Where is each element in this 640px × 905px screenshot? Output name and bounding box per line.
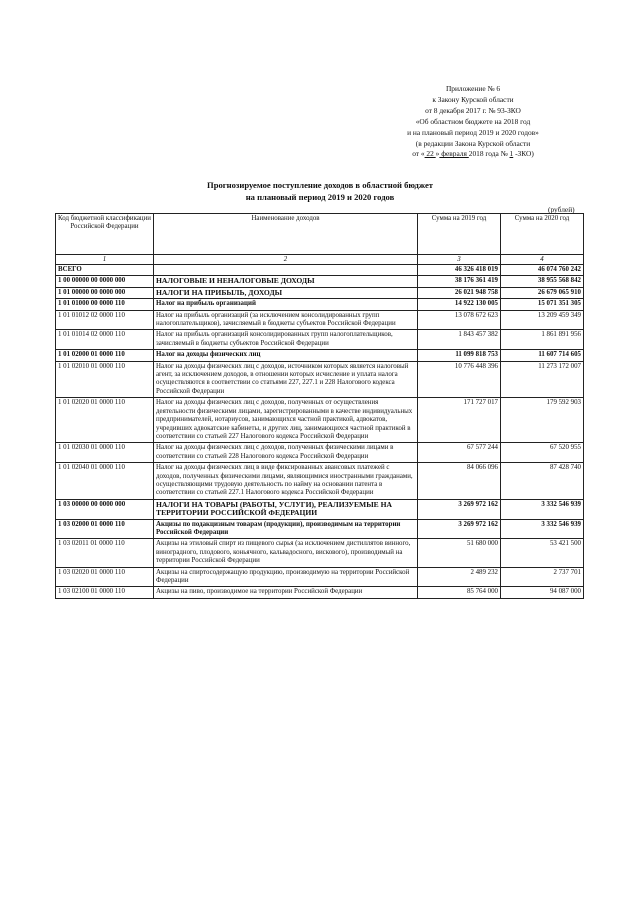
table-row <box>56 519 584 539</box>
column-number: 3 <box>418 255 501 265</box>
row-value-2020: 46 074 760 242 <box>501 265 584 276</box>
row-value-2020: 94 087 000 <box>501 587 584 598</box>
table-row <box>56 299 584 310</box>
row-code: 1 03 02011 01 0000 110 <box>56 539 154 567</box>
row-value-2019: 13 078 672 623 <box>418 310 501 330</box>
header-2019: Сумма на 2019 год <box>418 214 501 255</box>
row-code: 1 01 02040 01 0000 110 <box>56 463 154 500</box>
row-code: 1 01 02000 01 0000 110 <box>56 350 154 361</box>
row-code: 1 01 01014 02 0000 110 <box>56 330 154 350</box>
row-value-2020: 3 332 546 939 <box>501 499 584 519</box>
annex-date-mid: » <box>435 149 440 159</box>
table-row <box>56 539 584 567</box>
row-value-2020: 11 273 172 007 <box>501 361 584 398</box>
row-value-2020: 26 679 065 910 <box>501 287 584 298</box>
row-value-2019: 51 680 000 <box>418 539 501 567</box>
row-value-2019: 26 021 948 758 <box>418 287 501 298</box>
row-value-2019: 84 066 096 <box>418 463 501 500</box>
row-value-2020: 1 861 891 956 <box>501 330 584 350</box>
table-row <box>56 310 584 330</box>
row-value-2019: 67 577 244 <box>418 443 501 463</box>
annex-block <box>378 84 568 160</box>
row-value-2019: 38 176 361 419 <box>418 276 501 287</box>
document-title <box>120 179 520 203</box>
header-2020: Сумма на 2020 год <box>501 214 584 255</box>
row-code: 1 01 02010 01 0000 110 <box>56 361 154 398</box>
row-value-2020: 13 209 459 349 <box>501 310 584 330</box>
row-name: Налог на доходы физических лиц в виде фиксированных авансовых платежей с доходов, полученных физическими лицами, являющимися иностранными гражданами, осуществляющими трудовую деятельность по найму на основании патента в соответствии со статьей 227.1 Налогового кодекса Российской Федерации <box>154 463 418 500</box>
annex-law-number: 1 <box>509 149 514 159</box>
row-code: 1 01 02020 01 0000 110 <box>56 398 154 443</box>
annex-date-suffix: -ЗКО) <box>513 149 534 159</box>
row-name: Налог на доходы физических лиц <box>154 350 418 361</box>
row-value-2020: 38 955 568 842 <box>501 276 584 287</box>
row-name: НАЛОГОВЫЕ И НЕНАЛОГОВЫЕ ДОХОДЫ <box>154 276 418 287</box>
row-code: ВСЕГО <box>56 265 154 276</box>
row-name: Налог на прибыль организаций <box>154 299 418 310</box>
row-value-2020: 87 428 740 <box>501 463 584 500</box>
annex-line: Приложение № 6 <box>445 84 501 93</box>
row-code: 1 00 00000 00 0000 000 <box>56 276 154 287</box>
column-number-row <box>56 255 584 265</box>
title-line-1: Прогнозируемое поступление доходов в областной бюджет <box>207 180 433 190</box>
row-value-2019: 46 326 418 019 <box>418 265 501 276</box>
row-value-2019: 1 843 457 382 <box>418 330 501 350</box>
row-value-2020: 67 520 955 <box>501 443 584 463</box>
row-name: Налог на прибыль организаций (за исключением консолидированных групп налогоплательщиков), зачисляемый в бюджеты субъектов Российской Федерации <box>154 310 418 330</box>
column-number: 4 <box>501 255 584 265</box>
table-row <box>56 361 584 398</box>
row-code: 1 01 01012 02 0000 110 <box>56 310 154 330</box>
annex-line: (в редакции Закона Курской области <box>415 138 531 148</box>
row-name: Акцизы на этиловый спирт из пищевого сырья (за исключением дистиллятов винного, виноградного, плодового, коньячного, кальвадосного, вискового), производимый на территории Российской Федерации <box>154 539 418 567</box>
annex-date-day: 22 <box>424 149 436 159</box>
row-name: Налог на прибыль организаций консолидированных групп налогоплательщиков, зачисляемый в бюджеты субъектов Российской Федерации <box>154 330 418 350</box>
annex-line: и на плановый период 2019 и 2020 годов» <box>407 127 539 137</box>
annex-line: от 8 декабря 2017 г. № 93-ЗКО <box>425 105 521 115</box>
table-row <box>56 587 584 598</box>
row-value-2020: 53 421 500 <box>501 539 584 567</box>
title-line-2: на плановый период 2019 и 2020 годов <box>245 192 395 202</box>
row-name: Налог на доходы физических лиц с доходов, источником которых является налоговый агент, за исключением доходов, в отношении которых исчисление и уплата налога осуществляются в соответствии со статьями 227, 227.1 и 228 Налогового кодекса Российской Федерации <box>154 361 418 398</box>
row-name: Акцизы по подакцизным товарам (продукции), производимым на территории Российской Федерации <box>154 519 418 539</box>
row-value-2019: 2 489 232 <box>418 567 501 587</box>
row-name: Акцизы на пиво, производимое на территории Российской Федерации <box>154 587 418 598</box>
row-name: НАЛОГИ НА ПРИБЫЛЬ, ДОХОДЫ <box>154 287 418 298</box>
row-name: Налог на доходы физических лиц с доходов, полученных физическими лицами в соответствии со статьей 228 Налогового кодекса Российской Федерации <box>154 443 418 463</box>
annex-date-line <box>378 149 568 160</box>
column-number: 2 <box>154 255 418 265</box>
table-row <box>56 350 584 361</box>
revenue-table <box>55 213 584 599</box>
row-value-2019: 171 727 017 <box>418 398 501 443</box>
row-value-2020: 3 332 546 939 <box>501 519 584 539</box>
annex-date-year: 2018 года № <box>468 149 510 159</box>
annex-line: к Закону Курской области <box>432 94 514 104</box>
header-code: Код бюджетной классификации Российской Федерации <box>56 214 154 255</box>
unit-label: (рублей) <box>548 205 575 214</box>
row-value-2020: 15 071 351 305 <box>501 299 584 310</box>
row-name: Налог на доходы физических лиц с доходов, полученных от осуществления деятельности физическими лицами, зарегистрированными в качестве индивидуальных предпринимателей, нотариусов, занимающихся частной практикой, адвокатов, учредивших адвокатские кабинеты, и других лиц, занимающихся частной практикой в соответствии со статьей 227 Налогового кодекса Российской Федерации <box>154 398 418 443</box>
table-row <box>56 398 584 443</box>
table-row <box>56 443 584 463</box>
row-name <box>154 265 418 276</box>
row-value-2019: 11 099 818 753 <box>418 350 501 361</box>
table-header-row <box>56 214 584 255</box>
table-row <box>56 567 584 587</box>
row-value-2019: 85 764 000 <box>418 587 501 598</box>
table-row <box>56 276 584 287</box>
row-value-2020: 11 607 714 605 <box>501 350 584 361</box>
row-value-2020: 2 737 701 <box>501 567 584 587</box>
annex-date-prefix: от « <box>412 149 425 159</box>
row-code: 1 03 02000 01 0000 110 <box>56 519 154 539</box>
row-code: 1 03 02020 01 0000 110 <box>56 567 154 587</box>
annex-line: «Об областном бюджете на 2018 год <box>415 116 531 126</box>
annex-date-month: февраля <box>439 149 469 159</box>
header-name: Наименование доходов <box>154 214 418 255</box>
table-row <box>56 265 584 276</box>
row-code: 1 01 02030 01 0000 110 <box>56 443 154 463</box>
table-row <box>56 287 584 298</box>
row-code: 1 03 02100 01 0000 110 <box>56 587 154 598</box>
row-value-2019: 3 269 972 162 <box>418 519 501 539</box>
column-number: 1 <box>56 255 154 265</box>
row-name: НАЛОГИ НА ТОВАРЫ (РАБОТЫ, УСЛУГИ), РЕАЛИЗУЕМЫЕ НА ТЕРРИТОРИИ РОССИЙСКОЙ ФЕДЕРАЦИИ <box>154 499 418 519</box>
row-code: 1 03 00000 00 0000 000 <box>56 499 154 519</box>
row-name: Акцизы на спиртосодержащую продукцию, производимую на территории Российской Федерации <box>154 567 418 587</box>
table-row <box>56 499 584 519</box>
row-code: 1 01 00000 00 0000 000 <box>56 287 154 298</box>
table-row <box>56 463 584 500</box>
row-value-2019: 3 269 972 162 <box>418 499 501 519</box>
row-value-2019: 14 922 130 005 <box>418 299 501 310</box>
row-value-2020: 179 592 903 <box>501 398 584 443</box>
row-value-2019: 10 776 448 396 <box>418 361 501 398</box>
row-code: 1 01 01000 00 0000 110 <box>56 299 154 310</box>
table-row <box>56 330 584 350</box>
